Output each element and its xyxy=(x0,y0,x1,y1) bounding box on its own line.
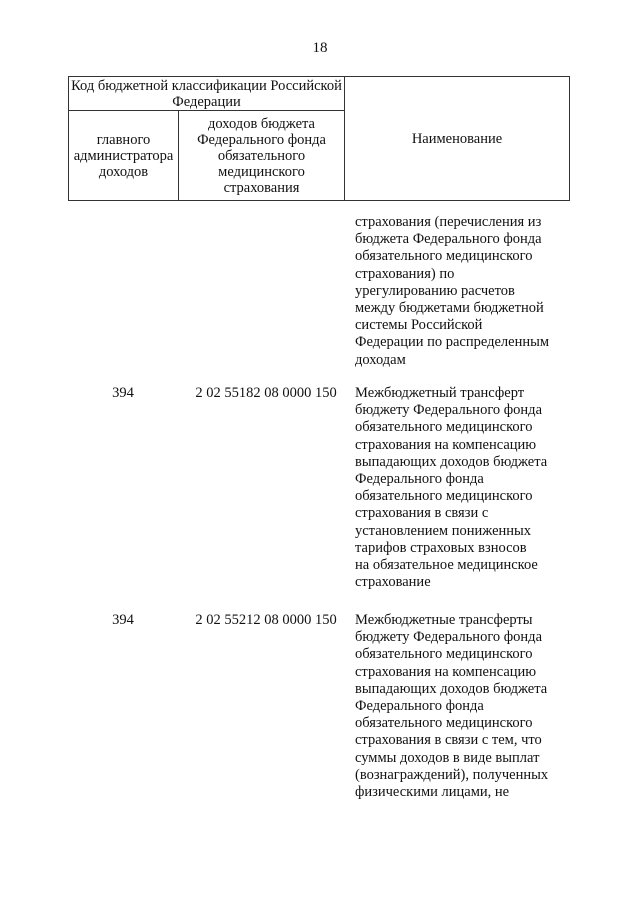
table-header xyxy=(68,76,570,201)
header-admin-column: главного администратора доходов xyxy=(69,111,179,201)
header-name-column: Наименование xyxy=(345,77,570,201)
continuation-text: страхования (перечисления из бюджета Федерального фонда обязательного медицинского страхования) по урегулированию расчетов между бюджетами бюджетной системы Российской Федерации по распределенным доходам xyxy=(355,214,550,368)
row-1-admin-code: 394 xyxy=(112,385,134,401)
row-2-budget-code: 2 02 55212 08 0000 150 xyxy=(195,612,337,628)
header-group-title: Код бюджетной классификации Российской Федерации xyxy=(69,77,345,111)
row-2-name: Межбюджетные трансферты бюджету Федерального фонда обязательного медицинского страхования на компенсацию выпадающих доходов бюджета Федерального фонда обязательного медицинского страхования в связи с тем, что суммы доходов в виде выплат (вознаграждений), полученных физическими лицами, не xyxy=(355,612,549,801)
row-1-budget-code: 2 02 55182 08 0000 150 xyxy=(195,385,337,401)
page-number: 18 xyxy=(312,40,328,56)
row-2-admin-code: 394 xyxy=(112,612,134,628)
header-budget-code-column: доходов бюджета Федерального фонда обязательного медицинского страхования xyxy=(179,111,345,201)
row-1-name: Межбюджетный трансферт бюджету Федерального фонда обязательного медицинского страхования на компенсацию выпадающих доходов бюджета Федерального фонда обязательного медицинского страхования в связи с установлением пониженных тарифов страховых взносов на обязательное медицинское страхование xyxy=(355,385,548,591)
